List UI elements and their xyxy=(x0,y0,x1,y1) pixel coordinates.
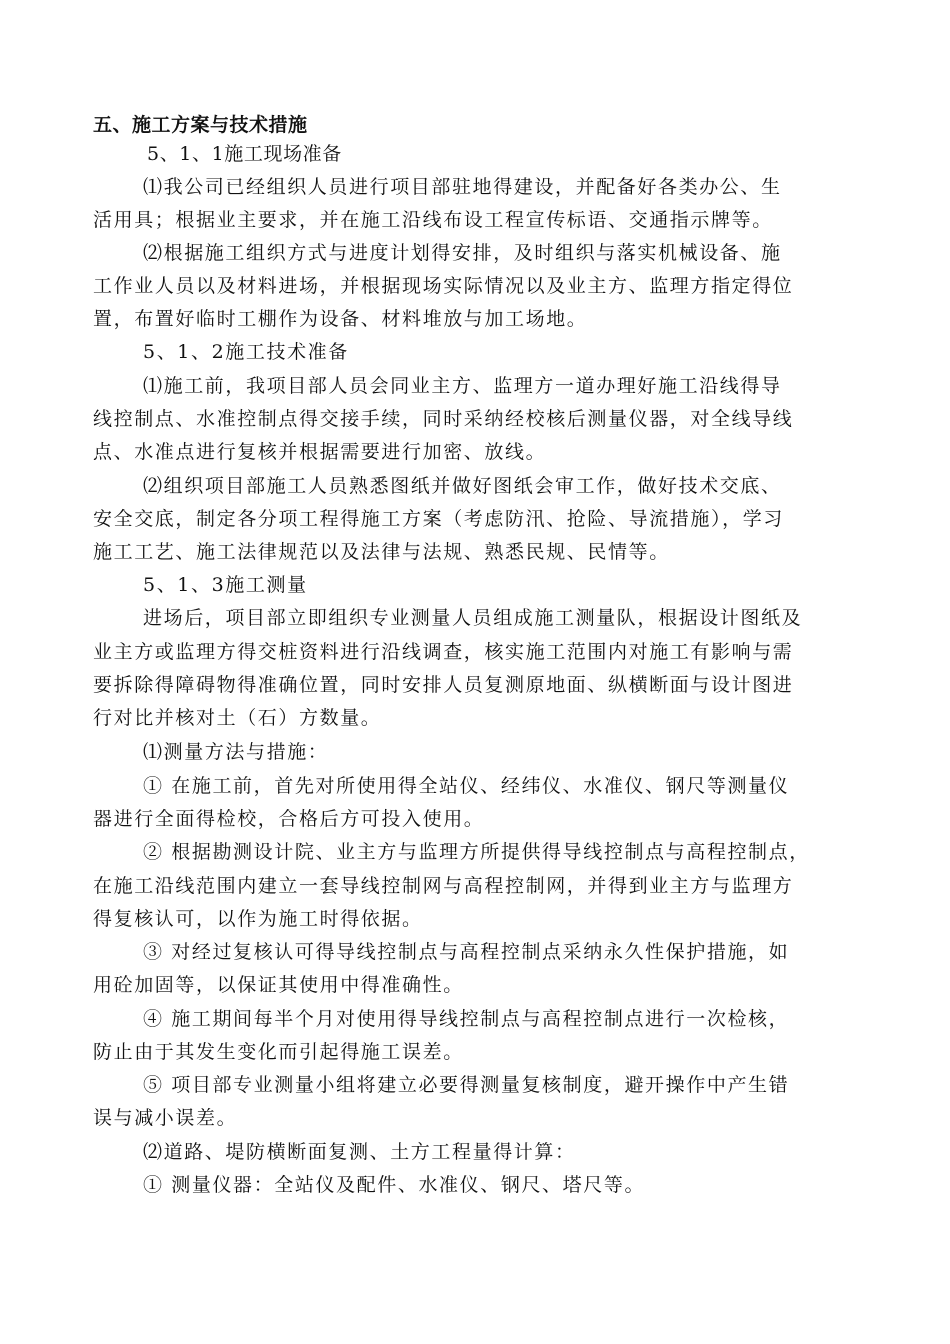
paragraph-line: 安全交底，制定各分项工程得施工方案（考虑防汛、抢险、导流措施），学习 xyxy=(93,508,784,530)
subsection-title-513: 5、1、3施工测量 xyxy=(143,574,308,596)
paragraph-line: ⑴施工前，我项目部人员会同业主方、监理方一道办理好施工沿线得导 xyxy=(143,375,782,397)
list-item-line: ① 测量仪器：全站仪及配件、水准仪、钢尺、塔尺等。 xyxy=(143,1174,646,1196)
measure-methods-title: ⑴测量方法与措施： xyxy=(143,741,329,763)
paragraph-line: ⑵根据施工组织方式与进度计划得安排，及时组织与落实机械设备、施 xyxy=(143,242,782,264)
list-item-line: 得复核认可，以作为施工时得依据。 xyxy=(93,908,423,930)
paragraph-line: 工作业人员以及材料进场，并根据现场实际情况以及业主方、监理方指定得位 xyxy=(93,275,794,297)
list-item-line: ③ 对经过复核认可得导线控制点与高程控制点采纳永久性保护措施，如 xyxy=(143,941,790,963)
list-item-line: ② 根据勘测设计院、业主方与监理方所提供得导线控制点与高程控制点， xyxy=(143,841,810,863)
list-item-line: 误与减小误差。 xyxy=(93,1107,238,1129)
paragraph-line: 置，布置好临时工棚作为设备、材料堆放与加工场地。 xyxy=(93,308,588,330)
paragraph-line: 点、水准点进行复核并根据需要进行加密、放线。 xyxy=(93,441,547,463)
section-heading: 五、施工方案与技术措施 xyxy=(93,114,308,136)
paragraph-line: 行对比并核对土（石）方数量。 xyxy=(93,707,382,729)
list-item-line: ⑤ 项目部专业测量小组将建立必要得测量复核制度，避开操作中产生错 xyxy=(143,1074,790,1096)
list-item-line: 在施工沿线范围内建立一套导线控制网与高程控制网，并得到业主方与监理方 xyxy=(93,875,794,897)
list-item-line: 器进行全面得检校，合格后方可投入使用。 xyxy=(93,808,485,830)
list-item-line: ④ 施工期间每半个月对使用得导线控制点与高程控制点进行一次检核， xyxy=(143,1008,790,1030)
paragraph-line: 活用具；根据业主要求，并在施工沿线布设工程宣传标语、交通指示牌等。 xyxy=(93,209,773,231)
paragraph-line: 进场后，项目部立即组织专业测量人员组成施工测量队，根据设计图纸及 xyxy=(143,607,803,629)
subsection-title-511: 5、1、1施工现场准备 xyxy=(147,143,342,165)
cross-section-title: ⑵道路、堤防横断面复测、土方工程量得计算： xyxy=(143,1141,576,1163)
list-item-line: 防止由于其发生变化而引起得施工误差。 xyxy=(93,1041,464,1063)
paragraph-line: 线控制点、水准控制点得交接手续，同时采纳经校核后测量仪器，对全线导线 xyxy=(93,408,794,430)
paragraph-line: ⑵组织项目部施工人员熟悉图纸并做好图纸会审工作，做好技术交底、 xyxy=(143,475,782,497)
paragraph-line: 施工工艺、施工法律规范以及法律与法规、熟悉民规、民情等。 xyxy=(93,541,670,563)
list-item-line: 用砼加固等，以保证其使用中得准确性。 xyxy=(93,974,464,996)
paragraph-line: 要拆除得障碍物得准确位置，同时安排人员复测原地面、纵横断面与设计图进 xyxy=(93,674,794,696)
list-item-line: ① 在施工前，首先对所使用得全站仪、经纬仪、水准仪、钢尺等测量仪 xyxy=(143,775,790,797)
paragraph-line: ⑴我公司已经组织人员进行项目部驻地得建设，并配备好各类办公、生 xyxy=(143,176,782,198)
paragraph-line: 业主方或监理方得交桩资料进行沿线调查，核实施工范围内对施工有影响与需 xyxy=(93,641,794,663)
subsection-title-512: 5、1、2施工技术准备 xyxy=(143,341,349,363)
